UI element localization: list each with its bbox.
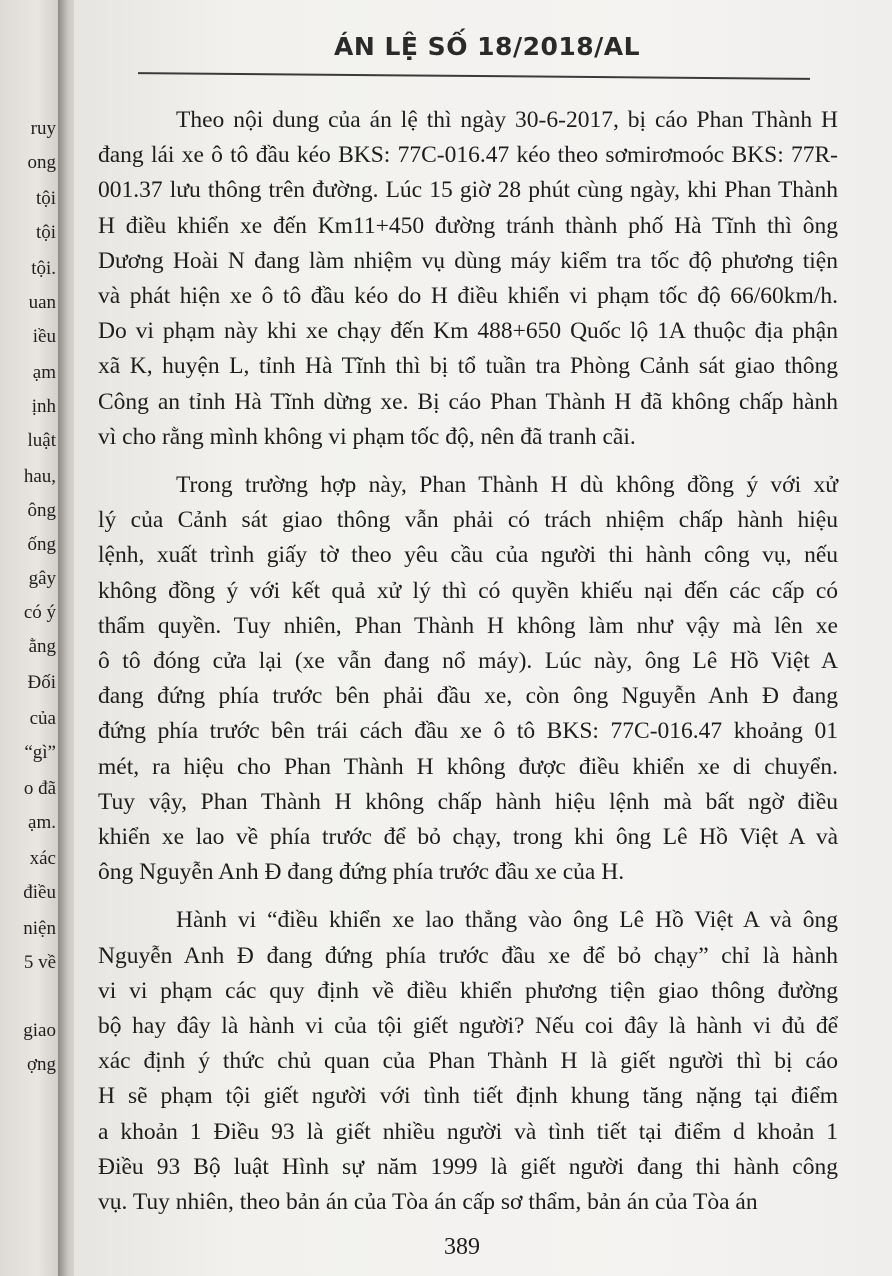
text-line: Trong trường hợp này, Phan Thành H dù không đồng ý với xử — [176, 472, 838, 499]
text-line: lý của Cảnh sát giao thông vẫn phải có trách nhiệm chấp hành hiệu — [98, 507, 838, 534]
adjacent-page-fragment: “gì” — [24, 742, 56, 763]
text-line: Điều 93 Bộ luật Hình sự năm 1999 là giết người đang thi hành công — [98, 1153, 838, 1180]
adjacent-page-fragment: xác — [29, 848, 56, 869]
paragraph — [98, 468, 838, 890]
adjacent-page-fragment: tội — [35, 222, 56, 243]
adjacent-page-fragment: niện — [23, 918, 56, 939]
text-line: lệnh, xuất trình giấy tờ theo yêu cầu của người thi hành công vụ, nếu — [98, 542, 838, 569]
book-page — [74, 0, 892, 1276]
text-line: mét, ra hiệu cho Phan Thành H không được điều khiển xe di chuyển. — [98, 753, 838, 780]
text-line: xã K, huyện L, tỉnh Hà Tĩnh thì bị tổ tuần tra Phòng Cảnh sát giao thông — [98, 353, 838, 380]
adjacent-page-fragment: của — [29, 708, 56, 729]
text-line: vụ. Tuy nhiên, theo bản án của Tòa án cấp sơ thẩm, bản án của Tòa án — [98, 1189, 758, 1216]
text-line: 001.37 lưu thông trên đường. Lúc 15 giờ 28 phút cùng ngày, khi Phan Thành — [98, 177, 838, 204]
page-number: 389 — [444, 1234, 480, 1260]
adjacent-page-fragment: iều — [32, 326, 56, 347]
running-header: ÁN LỆ SỐ 18/2018/AL — [334, 32, 641, 61]
text-line: Do vi phạm này khi xe chạy đến Km 488+650 Quốc lộ 1A thuộc địa phận — [98, 318, 838, 345]
adjacent-page-fragment: uan — [28, 292, 56, 313]
text-line: xác định ý thức chủ quan của Phan Thành H là giết người thì bị cáo — [98, 1048, 838, 1075]
adjacent-page-fragment: ạm. — [28, 812, 56, 833]
adjacent-page-fragment: tội. — [31, 258, 56, 279]
paragraph — [98, 103, 838, 455]
adjacent-page-fragment: 5 về — [23, 952, 56, 973]
adjacent-page-fragment: o đã — [23, 778, 56, 799]
adjacent-page-fragment: ruy — [30, 118, 56, 139]
adjacent-page-fragment: ống — [27, 534, 56, 555]
adjacent-page-fragment: ợng — [26, 1054, 56, 1075]
text-line: Dương Hoài N đang làm nhiệm vụ dùng máy kiểm tra tốc độ phương tiện — [98, 247, 838, 274]
adjacent-page-fragment: luật — [27, 430, 56, 451]
adjacent-page — [0, 0, 62, 1276]
text-line: và phát hiện xe ô tô đầu kéo do H điều khiển vi phạm tốc độ 66/60km/h. — [98, 283, 838, 310]
text-line: H sẽ phạm tội giết người với tình tiết định khung tăng nặng tại điểm — [98, 1083, 838, 1110]
adjacent-page-fragment: có ý — [23, 602, 56, 623]
adjacent-page-fragment: ịnh — [31, 396, 56, 417]
text-line: Công an tỉnh Hà Tĩnh dừng xe. Bị cáo Phan Thành H đã không chấp hành — [98, 388, 838, 415]
adjacent-page-fragment: gây — [28, 568, 56, 589]
paragraph — [98, 903, 838, 1220]
adjacent-page-fragment: hau, — [23, 466, 56, 487]
text-line: đang lái xe ô tô đầu kéo BKS: 77C-016.47 kéo theo sơmirơmoóc BKS: 77R- — [98, 142, 838, 169]
text-line: H điều khiển xe đến Km11+450 đường tránh thành phố Hà Tĩnh thì ông — [98, 212, 838, 239]
text-line: a khoản 1 Điều 93 là giết nhiều người và tình tiết tại điểm d khoản 1 — [98, 1118, 838, 1145]
text-line: đứng phía trước bên trái cách đầu xe ô tô BKS: 77C-016.47 khoảng 01 — [98, 718, 838, 745]
text-line: bộ hay đây là hành vi của tội giết người? Nếu coi đây là hành vi đủ để — [98, 1013, 838, 1040]
text-line: Hành vi “điều khiển xe lao thẳng vào ông Lê Hồ Việt A và ông — [176, 907, 838, 934]
text-line: đang đứng phía trước bên phải đầu xe, còn ông Nguyễn Anh Đ đang — [98, 683, 838, 710]
adjacent-page-fragment: ong — [27, 152, 56, 173]
text-line: vi vi phạm các quy định về điều khiển phương tiện giao thông đường — [98, 977, 838, 1004]
adjacent-page-fragment: tội — [35, 188, 56, 209]
adjacent-page-fragment: ông — [27, 500, 56, 521]
header-rule — [138, 72, 810, 80]
text-line: vì cho rằng mình không vi phạm tốc độ, nên đã tranh cãi. — [98, 423, 636, 450]
adjacent-page-fragment: giao — [23, 1020, 56, 1041]
text-line: Nguyễn Anh Đ đang đứng phía trước đầu xe để bỏ chạy” chỉ là hành — [98, 942, 838, 969]
text-line: khiển xe lao về phía trước để bỏ chạy, trong khi ông Lê Hồ Việt A và — [98, 824, 838, 851]
adjacent-page-fragment: điều — [23, 882, 56, 903]
adjacent-page-fragment: ạm — [32, 362, 56, 383]
adjacent-page-fragment: Đối — [27, 672, 56, 693]
adjacent-page-fragment: ằng — [28, 636, 56, 657]
text-line: ô tô đóng cửa lại (xe vẫn đang nổ máy). Lúc này, ông Lê Hồ Việt A — [98, 648, 838, 675]
text-line: thẩm quyền. Tuy nhiên, Phan Thành H không làm như vậy mà lên xe — [98, 612, 838, 639]
text-line: Tuy vậy, Phan Thành H không chấp hành hiệu lệnh mà bất ngờ điều — [98, 788, 838, 815]
text-line: không đồng ý với kết quả xử lý thì có quyền khiếu nại đến các cấp có — [98, 577, 838, 604]
text-line: Theo nội dung của án lệ thì ngày 30-6-2017, bị cáo Phan Thành H — [176, 107, 838, 133]
body-text — [98, 103, 838, 1220]
text-line: ông Nguyễn Anh Đ đang đứng phía trước đầu xe của H. — [98, 859, 625, 886]
